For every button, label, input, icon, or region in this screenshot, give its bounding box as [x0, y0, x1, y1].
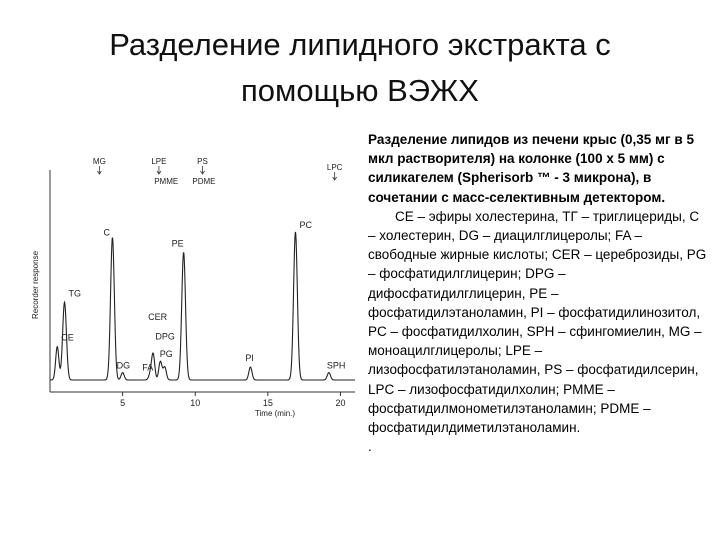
description [368, 130, 710, 456]
peak-label-fa: FA [142, 362, 154, 373]
chromatogram [30, 150, 360, 425]
chart-axes [50, 170, 355, 392]
peak-labels [61, 220, 345, 372]
peak-label-sph: SPH [326, 360, 346, 371]
x-tick-label-10: 10 [190, 398, 201, 408]
chromatogram-svg [30, 150, 360, 425]
slide-title-line-1: Разделение липидного экстракта с [109, 27, 611, 62]
x-axis-label: Time (min.) [254, 409, 296, 418]
marker-label-lpc: LPC [326, 163, 343, 172]
chromatogram-trace [50, 232, 355, 380]
experiment-description: Разделение липидов из печени крыс (0,35 мг в 5 мкл растворителя) на колонке (100 х 5 мм) с силикагелем (Spherisorb ™ - 3 микрона), в сочетании с масс-селективным детектором. [368, 132, 694, 205]
slide-title-line-2: помощью ВЭЖХ [241, 73, 479, 108]
abbreviation-legend: CE – эфиры холестерина, ТГ – триглицериды, С – холестерин, DG – диацилглицеролы; FA – свободные жирные кислоты; CER – цереброзиды, PG – фосфатидилглицерин; DPG – дифосфатидилглицерин, PE – фосфатидилэтаноламин, PI – фосфатидилинозитол, PC – фосфатидилхолин, SPH – сфингомиелин, MG – моноацилглицеролы; LPE – лизофосфатилэтаноламин, PS – фосфатидилсерин, LPC – лизофосфатидилхолин; PMME – фосфатидилмонометилэтаноламин; PDME – фосфатидилдиметилэтаноламин. [368, 208, 707, 436]
marker-label-ps: PS [197, 157, 208, 166]
peak-label-c: C [103, 227, 110, 238]
marker-label-mg: MG [92, 157, 106, 166]
x-tick-label-20: 20 [335, 398, 346, 408]
trailing-mark: . [368, 439, 372, 455]
marker-label-pdme: PDME [192, 177, 216, 186]
peak-label-pc: PC [299, 220, 312, 230]
peak-label-dg: DG [116, 360, 131, 371]
peak-label-cer: CER [148, 312, 168, 323]
x-tick-label-15: 15 [262, 398, 273, 408]
marker-labels [93, 157, 343, 186]
peak-label-pe: PE [171, 238, 184, 249]
peak-label-ce: CE [61, 332, 74, 343]
marker-label-pmme: PMME [154, 177, 179, 186]
slide-title [20, 22, 700, 114]
marker-label-lpe: LPE [151, 157, 167, 166]
peak-label-pg: PG [159, 349, 173, 360]
chromatogram-line [50, 232, 355, 380]
y-axis-label: Recorder response [31, 250, 40, 320]
x-ticks [120, 392, 345, 408]
peak-label-dpg: DPG [155, 331, 175, 342]
x-tick-label-5: 5 [120, 398, 126, 408]
peak-label-pi: PI [245, 353, 254, 364]
peak-label-tg: TG [68, 288, 82, 299]
